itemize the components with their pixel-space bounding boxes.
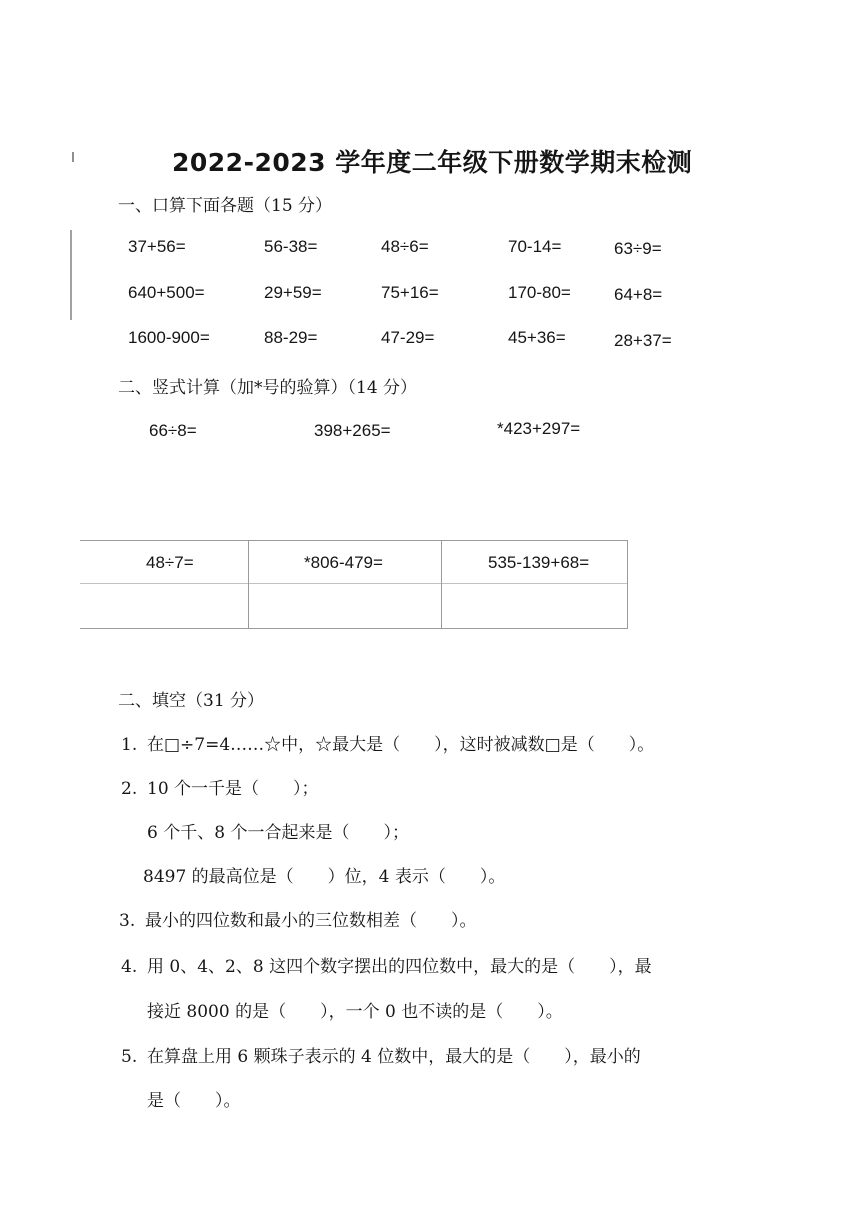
section-heading-vertical-calc: 二、竖式计算（加*号的验算）（14 分） bbox=[118, 378, 418, 398]
question-number: 4. bbox=[121, 957, 138, 977]
question-4 bbox=[121, 952, 652, 977]
vertical-problem: 398+265= bbox=[314, 421, 391, 440]
oral-problem: 70-14= bbox=[508, 237, 562, 256]
oral-problem: 88-29= bbox=[264, 328, 318, 347]
question-3 bbox=[119, 906, 477, 931]
question-text: 10 个一千是（ ）； bbox=[147, 779, 319, 799]
oral-problem: 64+8= bbox=[614, 285, 663, 304]
section-heading-fill-blank: 二、填空（31 分） bbox=[118, 691, 265, 711]
oral-problem: 640+500= bbox=[128, 283, 205, 302]
question-1 bbox=[121, 730, 654, 755]
grid-line bbox=[80, 583, 628, 584]
oral-problem: 63÷9= bbox=[614, 239, 662, 258]
question-number: 5. bbox=[121, 1047, 138, 1067]
question-2 bbox=[121, 774, 319, 799]
oral-problem: 29+59= bbox=[264, 283, 322, 302]
oral-problem: 28+37= bbox=[614, 331, 672, 350]
question-text-line: 8497 的最高位是（ ）位，4 表示（ ）。 bbox=[143, 867, 506, 887]
grid-line bbox=[80, 540, 628, 541]
oral-problem: 48÷6= bbox=[381, 237, 429, 256]
grid-line bbox=[627, 540, 628, 629]
vertical-problem: *423+297= bbox=[497, 419, 581, 438]
oral-problem: 1600-900= bbox=[128, 328, 210, 347]
oral-problem: 75+16= bbox=[381, 283, 439, 302]
question-text: 最小的四位数和最小的三位数相差（ ）。 bbox=[145, 911, 477, 931]
question-text: 在□÷7=4……☆中，☆最大是（ ），这时被减数□是（ ）。 bbox=[147, 735, 655, 755]
question-number: 1. bbox=[121, 735, 138, 755]
oral-problem: 56-38= bbox=[264, 237, 318, 256]
oral-problem: 170-80= bbox=[508, 283, 571, 302]
question-5 bbox=[121, 1042, 641, 1067]
oral-problem: 45+36= bbox=[508, 328, 566, 347]
question-number: 3. bbox=[119, 911, 136, 931]
section-heading-oral-calc: 一、口算下面各题（15 分） bbox=[118, 196, 333, 216]
vertical-problem: 48÷7= bbox=[146, 553, 194, 572]
vertical-problem: *806-479= bbox=[304, 553, 383, 572]
oral-problem: 47-29= bbox=[381, 328, 435, 347]
question-text: 用 0、4、2、8 这四个数字摆出的四位数中，最大的是（ ），最 bbox=[147, 957, 652, 977]
question-text-line: 是（ ）。 bbox=[147, 1091, 241, 1111]
vertical-problem: 535-139+68= bbox=[488, 553, 590, 572]
scan-artifact-mark bbox=[72, 152, 74, 162]
grid-line bbox=[441, 540, 442, 629]
question-text-line: 6 个千、8 个一合起来是（ ）； bbox=[147, 823, 409, 843]
question-text: 在算盘上用 6 颗珠子表示的 4 位数中，最大的是（ ），最小的 bbox=[147, 1047, 641, 1067]
grid-line bbox=[80, 628, 628, 629]
scan-artifact-mark bbox=[70, 230, 72, 320]
question-text-line: 接近 8000 的是（ ），一个 0 也不读的是（ ）。 bbox=[147, 1002, 563, 1022]
vertical-problem: 66÷8= bbox=[149, 421, 197, 440]
grid-line bbox=[248, 540, 249, 629]
oral-problem: 37+56= bbox=[128, 237, 186, 256]
page-title: 2022-2023 学年度二年级下册数学期末检测 bbox=[172, 148, 693, 177]
question-number: 2. bbox=[121, 779, 138, 799]
